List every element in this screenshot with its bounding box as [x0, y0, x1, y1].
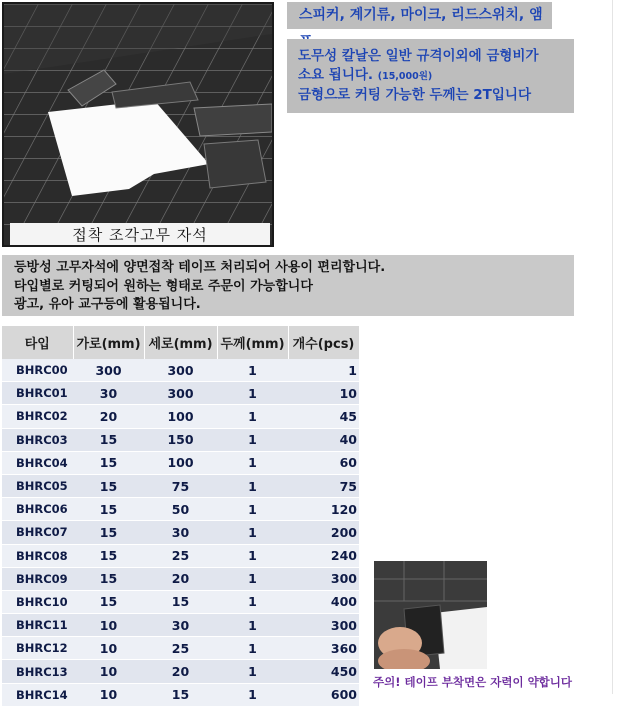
cell-type: BHRC02 [2, 405, 73, 428]
cell-length: 300 [144, 359, 217, 382]
table-row [2, 590, 359, 613]
cell-length: 25 [144, 637, 217, 660]
cell-width: 15 [73, 567, 144, 590]
description-line-2: 타입별로 커팅되어 원하는 형태로 주문이 가능합니다 [14, 278, 313, 294]
header-width: 가로(mm) [73, 326, 144, 359]
applications-box: 스피커, 계기류, 마이크, 리드스위치, 앰 [287, 2, 552, 29]
table-row [2, 498, 359, 521]
photo-caption: 접착 조각고무 자석 [10, 223, 270, 247]
cell-type: BHRC14 [2, 683, 73, 706]
notice-price: (15,000원) [377, 71, 433, 82]
cell-length: 30 [144, 521, 217, 544]
cell-type: BHRC13 [2, 660, 73, 683]
cell-thickness: 1 [217, 567, 288, 590]
cell-length: 20 [144, 567, 217, 590]
cell-quantity: 60 [288, 451, 359, 474]
table-row [2, 683, 359, 706]
table-row [2, 405, 359, 428]
cell-width: 15 [73, 590, 144, 613]
cell-thickness: 1 [217, 637, 288, 660]
notice-line-3: 금형으로 커팅 가능한 두께는 2T입니다 [298, 87, 532, 103]
cell-length: 150 [144, 428, 217, 451]
table-row [2, 567, 359, 590]
table-row [2, 451, 359, 474]
table-row [2, 544, 359, 567]
cell-thickness: 1 [217, 590, 288, 613]
cell-type: BHRC07 [2, 521, 73, 544]
header-quantity: 개수(pcs) [288, 326, 359, 359]
cell-quantity: 40 [288, 428, 359, 451]
cell-quantity: 1 [288, 359, 359, 382]
cell-length: 300 [144, 382, 217, 405]
cell-thickness: 1 [217, 405, 288, 428]
cell-quantity: 300 [288, 614, 359, 637]
cell-thickness: 1 [217, 474, 288, 497]
cell-type: BHRC10 [2, 590, 73, 613]
notice-line-2 [298, 66, 574, 86]
cell-length: 20 [144, 660, 217, 683]
cell-type: BHRC01 [2, 382, 73, 405]
page-divider [612, 0, 613, 694]
cell-width: 10 [73, 614, 144, 637]
cell-thickness: 1 [217, 614, 288, 637]
table-row [2, 660, 359, 683]
table-row [2, 614, 359, 637]
cell-width: 15 [73, 474, 144, 497]
product-photo [2, 2, 274, 247]
notice-line-2-text: 소요 됩니다. [298, 67, 374, 83]
table-header-row [2, 326, 359, 359]
table-row [2, 474, 359, 497]
cell-thickness: 1 [217, 498, 288, 521]
cell-width: 15 [73, 498, 144, 521]
cell-width: 15 [73, 521, 144, 544]
table-row [2, 428, 359, 451]
cell-thickness: 1 [217, 382, 288, 405]
cell-thickness: 1 [217, 359, 288, 382]
cell-quantity: 200 [288, 521, 359, 544]
cell-type: BHRC11 [2, 614, 73, 637]
description-line-1: 등방성 고무자석에 양면접착 테이프 처리되어 사용이 편리합니다. [14, 260, 386, 275]
adhesive-warning: 주의! 테이프 부착면은 자력이 약합니다 [373, 675, 573, 689]
product-description-box [2, 255, 574, 316]
cell-quantity: 360 [288, 637, 359, 660]
cell-quantity: 75 [288, 474, 359, 497]
table-row [2, 637, 359, 660]
table-row [2, 521, 359, 544]
cell-thickness: 1 [217, 544, 288, 567]
cell-width: 30 [73, 382, 144, 405]
cell-quantity: 10 [288, 382, 359, 405]
header-thickness: 두께(mm) [217, 326, 288, 359]
cell-type: BHRC06 [2, 498, 73, 521]
cell-length: 25 [144, 544, 217, 567]
table-row [2, 359, 359, 382]
cell-type: BHRC04 [2, 451, 73, 474]
cell-type: BHRC09 [2, 567, 73, 590]
cell-width: 10 [73, 683, 144, 706]
cell-quantity: 600 [288, 683, 359, 706]
cell-quantity: 45 [288, 405, 359, 428]
cell-length: 50 [144, 498, 217, 521]
cell-width: 10 [73, 637, 144, 660]
table-body [2, 359, 359, 706]
cell-quantity: 300 [288, 567, 359, 590]
cell-type: BHRC00 [2, 359, 73, 382]
cell-quantity: 240 [288, 544, 359, 567]
header-length: 세로(mm) [144, 326, 217, 359]
table-row [2, 382, 359, 405]
cell-width: 20 [73, 405, 144, 428]
rubber-magnet-sheet-image [4, 4, 272, 245]
cell-length: 100 [144, 451, 217, 474]
cell-thickness: 1 [217, 428, 288, 451]
cell-type: BHRC12 [2, 637, 73, 660]
cell-thickness: 1 [217, 521, 288, 544]
spec-table [2, 326, 360, 707]
cell-width: 300 [73, 359, 144, 382]
cell-quantity: 400 [288, 590, 359, 613]
cell-length: 75 [144, 474, 217, 497]
cell-width: 15 [73, 544, 144, 567]
cell-thickness: 1 [217, 683, 288, 706]
header-type: 타입 [2, 326, 73, 359]
cell-thickness: 1 [217, 451, 288, 474]
cell-length: 30 [144, 614, 217, 637]
cell-length: 15 [144, 590, 217, 613]
cell-quantity: 120 [288, 498, 359, 521]
description-line-3: 광고, 유아 교구등에 활용됩니다. [14, 297, 201, 312]
cell-width: 15 [73, 451, 144, 474]
cell-type: BHRC08 [2, 544, 73, 567]
tape-side-photo [374, 561, 487, 669]
tooling-notice-box [287, 39, 574, 113]
cell-thickness: 1 [217, 660, 288, 683]
cell-type: BHRC05 [2, 474, 73, 497]
cell-width: 15 [73, 428, 144, 451]
cell-width: 10 [73, 660, 144, 683]
cell-length: 100 [144, 405, 217, 428]
cell-type: BHRC03 [2, 428, 73, 451]
cell-length: 15 [144, 683, 217, 706]
peeled-magnet-image [374, 561, 487, 669]
notice-line-1: 도무성 칼날은 일반 규격이외에 금형비가 [298, 48, 539, 64]
cell-quantity: 450 [288, 660, 359, 683]
